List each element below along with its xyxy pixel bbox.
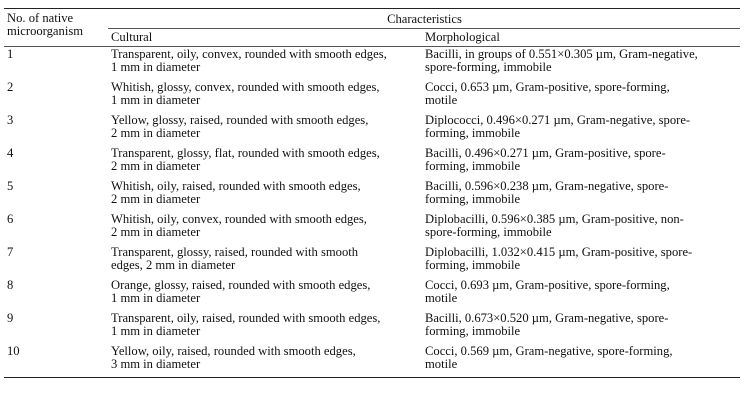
cultural-line: Orange, glossy, raised, rounded with smooth edges, (111, 278, 371, 292)
table-row (4, 344, 740, 378)
morphological-line: spore-forming, immobile (425, 60, 552, 74)
cultural-cell (108, 212, 422, 245)
morphological-line: Bacilli, in groups of 0.551×0.305 µm, Gram-negative, (425, 47, 698, 61)
header-number-cell (4, 9, 108, 47)
cultural-line: 3 mm in diameter (111, 357, 201, 371)
header-cultural: Cultural (111, 30, 153, 44)
row-number: 1 (4, 47, 108, 81)
morphological-cell (422, 47, 740, 81)
table-row (4, 146, 740, 179)
morphological-line: motile (425, 291, 458, 305)
header-morphological: Morphological (425, 30, 500, 44)
morphological-line: Bacilli, 0.596×0.238 µm, Gram-negative, spore- (425, 179, 669, 193)
cultural-cell (108, 47, 422, 81)
cultural-line: 1 mm in diameter (111, 93, 201, 107)
table-subheader-row (4, 29, 740, 47)
morphological-cell (422, 113, 740, 146)
cultural-cell (108, 113, 422, 146)
cultural-cell (108, 146, 422, 179)
morphological-cell (422, 146, 740, 179)
morphological-line: motile (425, 93, 458, 107)
row-number: 6 (7, 212, 14, 226)
cultural-line: Whitish, oily, convex, rounded with smooth edges, (111, 212, 367, 226)
row-number: 7 (7, 245, 14, 259)
morphological-line: Diplobacilli, 0.596×0.385 µm, Gram-positive, non- (425, 212, 684, 226)
morphological-line: Bacilli, 0.673×0.520 µm, Gram-negative, spore- (425, 311, 669, 325)
morphological-cell (422, 179, 740, 212)
table-row (4, 245, 740, 278)
morphological-line: Diplobacilli, 1.032×0.415 µm, Gram-positive, spore- (425, 245, 693, 259)
morphological-cell (422, 311, 740, 344)
row-number: 2 (7, 80, 14, 94)
cultural-line: Transparent, glossy, flat, rounded with smooth edges, (111, 146, 380, 160)
cultural-cell (108, 179, 422, 212)
cultural-cell (108, 278, 422, 311)
morphological-line: forming, immobile (425, 159, 521, 173)
cultural-line: Transparent, glossy, raised, rounded with smooth (111, 245, 359, 259)
morphological-line: Cocci, 0.693 µm, Gram-positive, spore-forming, (425, 278, 670, 292)
morphological-line: forming, immobile (425, 258, 521, 272)
morphological-line: Cocci, 0.569 µm, Gram-negative, spore-forming, (425, 344, 673, 358)
cultural-line: 2 mm in diameter (111, 126, 201, 140)
cultural-cell (108, 344, 422, 378)
morphological-line: spore-forming, immobile (425, 225, 552, 239)
header-number-line1: No. of native (7, 11, 74, 25)
cultural-cell (108, 245, 422, 278)
row-number: 5 (7, 179, 14, 193)
table-body (4, 47, 740, 378)
morphological-line: forming, immobile (425, 324, 521, 338)
cultural-line: 1 mm in diameter (111, 60, 201, 74)
table-row (4, 278, 740, 311)
table-row (4, 80, 740, 113)
row-number: 3 (7, 113, 14, 127)
morphological-line: Bacilli, 0.496×0.271 µm, Gram-positive, spore- (425, 146, 666, 160)
table-row (4, 311, 740, 344)
cultural-line: 2 mm in diameter (111, 192, 201, 206)
cultural-line: Whitish, oily, raised, rounded with smooth edges, (111, 179, 361, 193)
cultural-line: 2 mm in diameter (111, 225, 201, 239)
row-number: 8 (7, 278, 14, 292)
cultural-line: Yellow, glossy, raised, rounded with smooth edges, (111, 113, 369, 127)
morphological-line: Cocci, 0.653 µm, Gram-positive, spore-forming, (425, 80, 670, 94)
cultural-cell (108, 80, 422, 113)
table-row (4, 113, 740, 146)
header-characteristics: Characteristics (108, 9, 740, 29)
cultural-line: Yellow, oily, raised, rounded with smooth edges, (111, 344, 356, 358)
header-number-line2: microorganism (7, 24, 84, 38)
characteristics-table (4, 8, 740, 378)
morphological-cell (422, 278, 740, 311)
row-number: 9 (7, 311, 14, 325)
morphological-cell (422, 212, 740, 245)
morphological-cell (422, 80, 740, 113)
morphological-line: forming, immobile (425, 126, 521, 140)
table-row (4, 179, 740, 212)
cultural-cell (108, 311, 422, 344)
cultural-line: edges, 2 mm in diameter (111, 258, 236, 272)
table-header-row (4, 9, 740, 29)
table-row (4, 47, 740, 81)
cultural-line: Transparent, oily, convex, rounded with smooth edges, (111, 47, 387, 61)
cultural-line: 1 mm in diameter (111, 324, 201, 338)
cultural-line: 1 mm in diameter (111, 291, 201, 305)
row-number: 4 (7, 146, 14, 160)
morphological-cell (422, 245, 740, 278)
morphological-cell (422, 344, 740, 378)
cultural-line: 2 mm in diameter (111, 159, 201, 173)
morphological-line: forming, immobile (425, 192, 521, 206)
table-row (4, 212, 740, 245)
morphological-line: Diplococci, 0.496×0.271 µm, Gram-negative, spore- (425, 113, 691, 127)
cultural-line: Transparent, oily, raised, rounded with smooth edges, (111, 311, 381, 325)
row-number: 10 (4, 344, 108, 378)
cultural-line: Whitish, glossy, convex, rounded with smooth edges, (111, 80, 380, 94)
morphological-line: motile (425, 357, 458, 371)
